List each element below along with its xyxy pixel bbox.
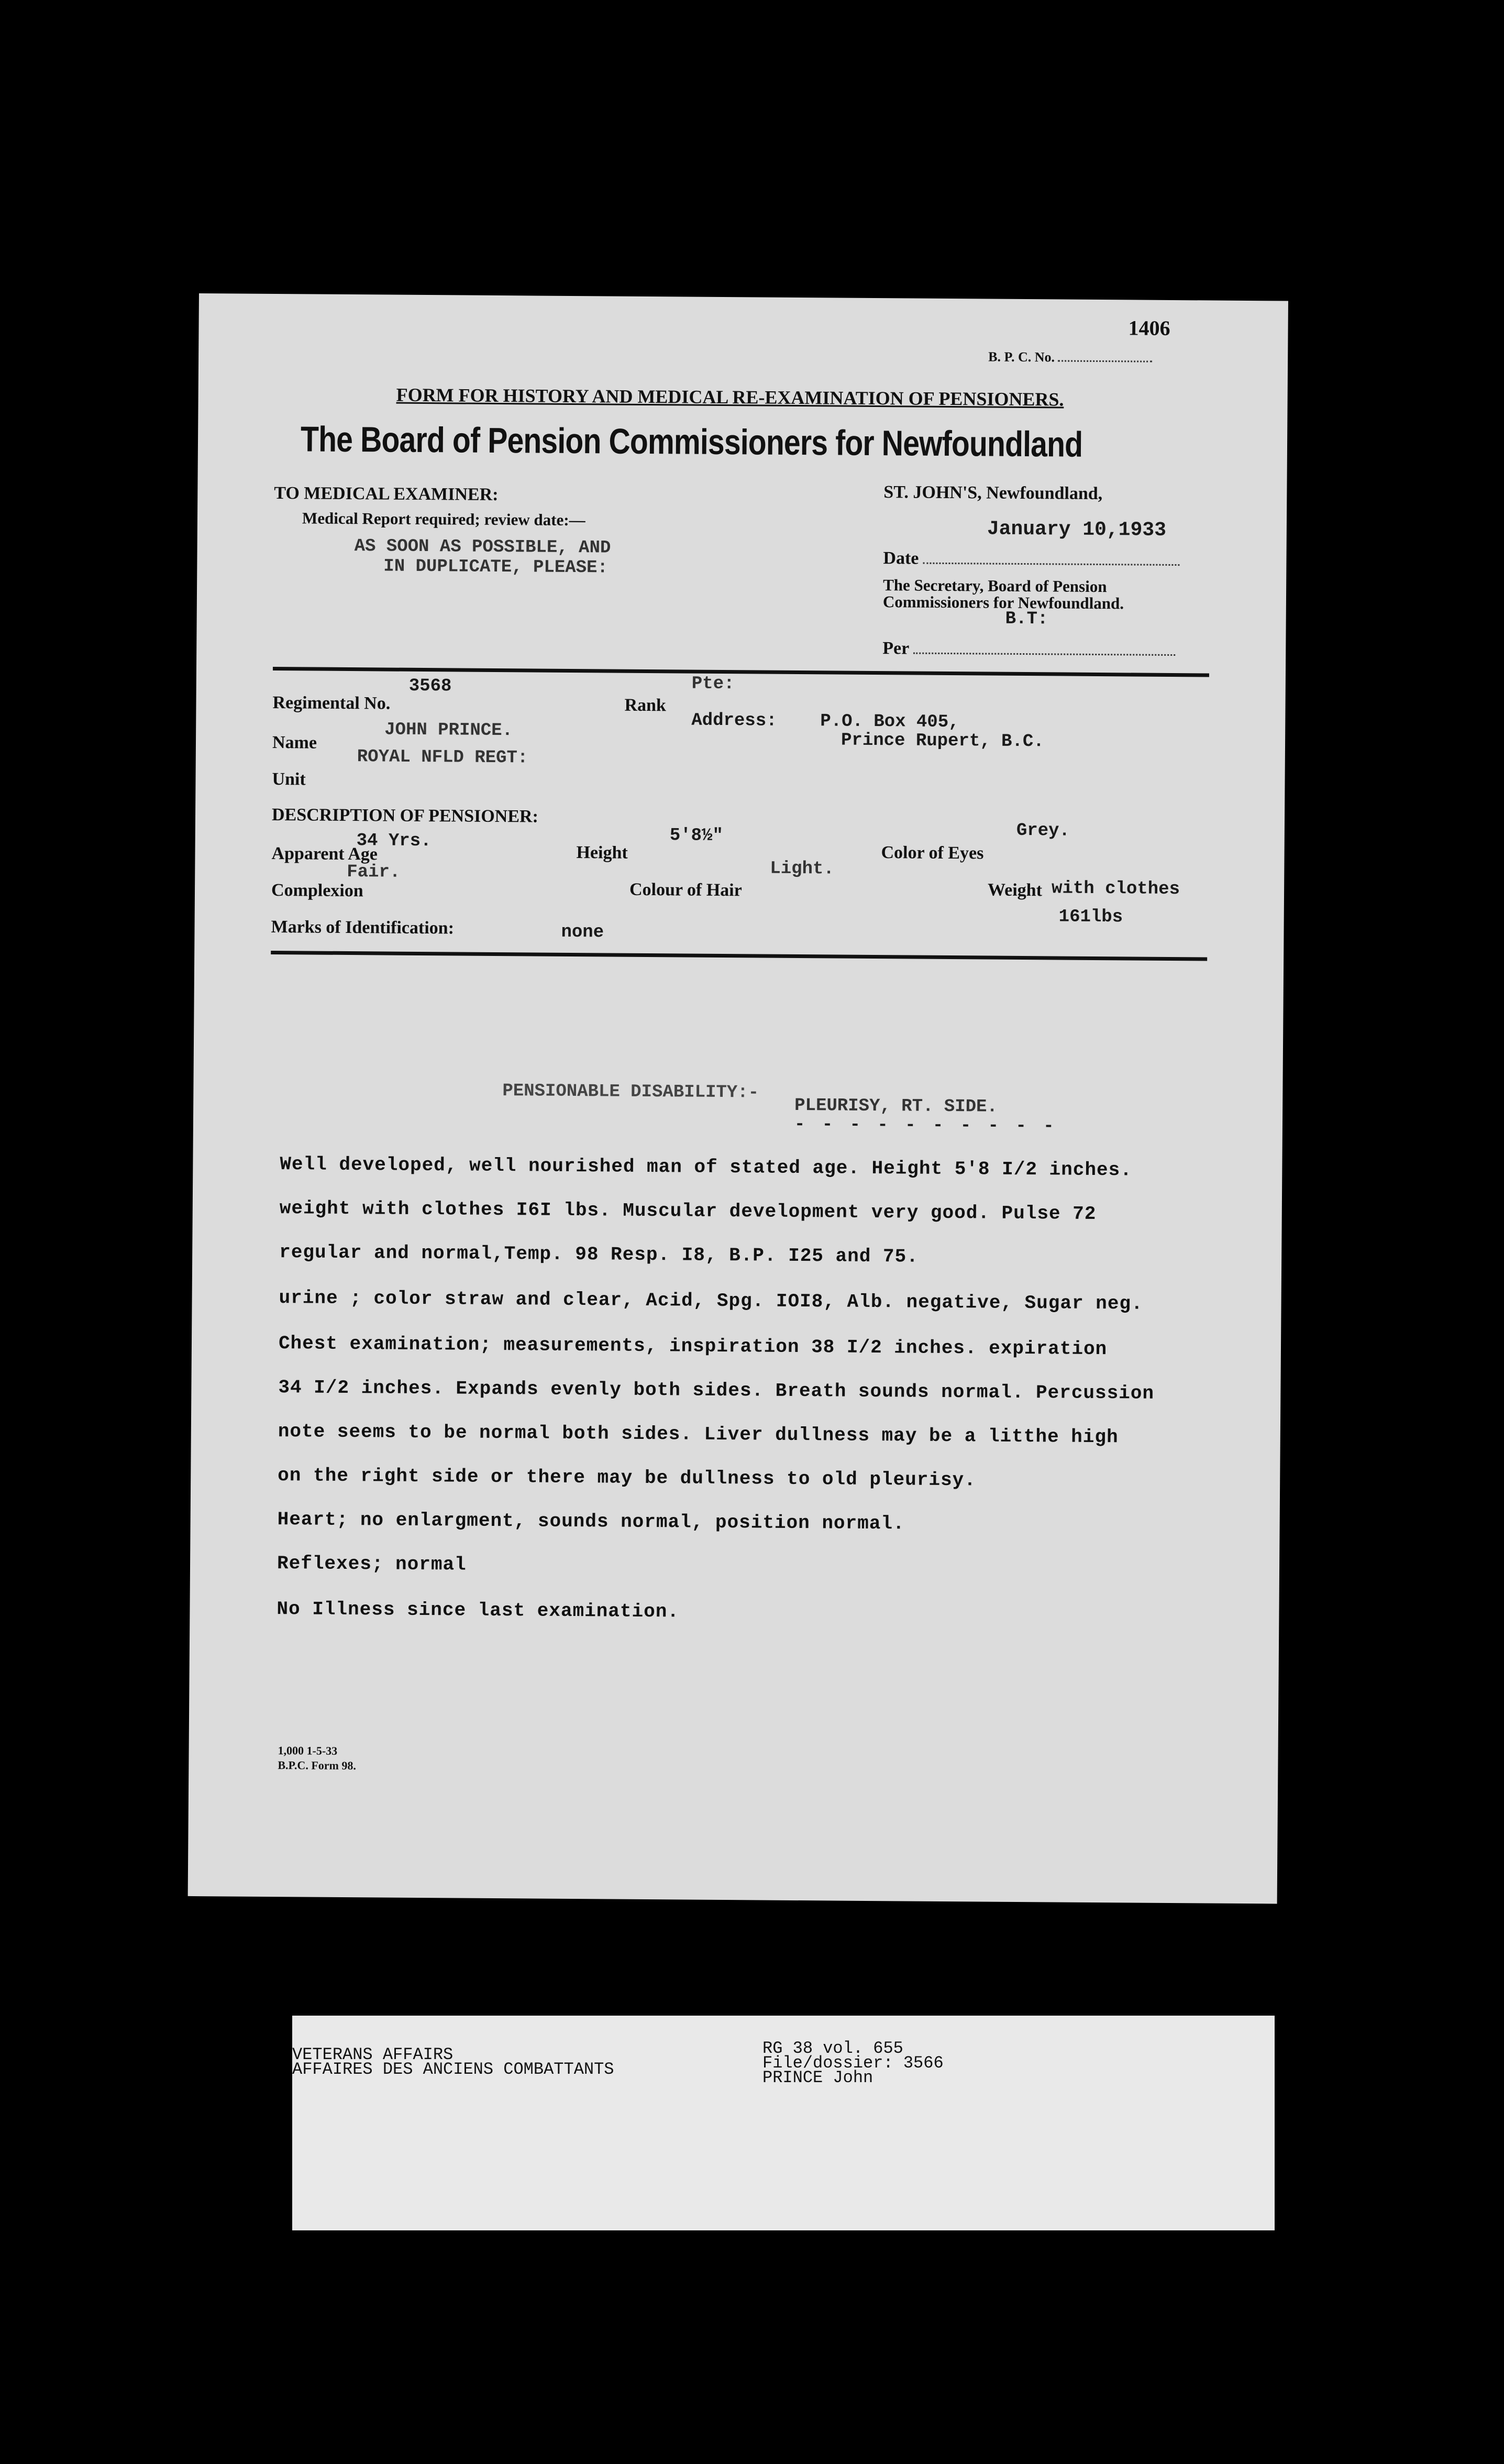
report-line: note seems to be normal both sides. Liver dullness may be a litthe high — [278, 1421, 1119, 1448]
age-value: 34 Yrs. — [356, 831, 432, 852]
review-typed-2: IN DUPLICATE, PLEASE: — [383, 556, 608, 578]
date-label: Date — [883, 548, 1180, 570]
report-body — [277, 1142, 1156, 1639]
unit-value: ROYAL NFLD REGT: — [357, 747, 528, 768]
disability-value: PLEURISY, RT. SIDE. — [794, 1095, 998, 1117]
report-line: No Illness since last examination. — [277, 1598, 680, 1623]
divider-bottom — [271, 951, 1207, 961]
report-line: Reflexes; normal — [277, 1553, 467, 1576]
weight-value-1: with clothes — [1051, 878, 1180, 900]
report-line: Heart; no enlargment, sounds normal, position normal. — [277, 1509, 905, 1535]
print-code-2: B.P.C. Form 98. — [278, 1758, 356, 1773]
complexion-value: Fair. — [347, 862, 401, 883]
report-line: on the right side or there may be dullness to old pleurisy. — [278, 1465, 976, 1491]
unit-label: Unit — [272, 769, 306, 789]
regimental-no-label: Regimental No. — [272, 693, 391, 713]
marks-label: Marks of Identification: — [271, 917, 455, 938]
name-label: Name — [272, 732, 317, 753]
archive-reference-card — [292, 2016, 1275, 2230]
review-typed-1: AS SOON AS POSSIBLE, AND — [354, 536, 611, 558]
date-value: January 10,1933 — [987, 518, 1167, 542]
print-code-1: 1,000 1-5-33 — [278, 1744, 338, 1757]
address-label: Address: — [691, 710, 777, 731]
hair-label: Colour of Hair — [629, 879, 742, 900]
weight-label: Weight — [987, 880, 1043, 900]
pension-form-document — [188, 293, 1288, 1904]
weight-value-2: 161lbs — [1058, 907, 1123, 928]
description-label: DESCRIPTION OF PENSIONER: — [271, 805, 538, 827]
eyes-value: Grey. — [1016, 820, 1070, 841]
divider-top — [273, 667, 1209, 677]
height-value: 5'8½" — [669, 826, 723, 846]
eyes-label: Color of Eyes — [881, 843, 984, 863]
per-label: Per — [882, 639, 1175, 661]
report-line: 34 I/2 inches. Expands evenly both sides. Breath sounds normal. Percussion — [278, 1377, 1155, 1404]
report-line: Chest examination; measurements, inspiration 38 I/2 inches. expiration — [278, 1333, 1108, 1360]
name-value: JOHN PRINCE. — [384, 720, 513, 741]
pensioner-name: PRINCE John — [762, 2068, 873, 2087]
secretary-line-2: Commissioners for Newfoundland. — [882, 592, 1124, 613]
complexion-label: Complexion — [271, 880, 363, 901]
report-line: urine ; color straw and clear, Acid, Spg. IOI8, Alb. negative, Sugar neg. — [279, 1287, 1143, 1315]
address-line-2: Prince Rupert, B.C. — [841, 730, 1044, 752]
report-line: regular and normal,Temp. 98 Resp. I8, B.P. I25 and 75. — [279, 1241, 919, 1268]
report-required-label: Medical Report required; review date:— — [302, 509, 585, 530]
dept-french: AFFAIRES DES ANCIENS COMBATTANTS — [292, 2060, 614, 2079]
rg-reference: RG 38 vol. 655 — [762, 2039, 903, 2058]
file-number: 1406 — [1128, 316, 1170, 340]
rank-value: Pte: — [691, 674, 735, 695]
height-label: Height — [576, 843, 628, 863]
disability-underline: - - - - - - - - - - — [794, 1114, 1057, 1137]
age-label: Apparent Age — [271, 843, 378, 864]
dept-english: VETERANS AFFAIRS — [292, 2045, 454, 2064]
city-label: ST. JOHN'S, Newfoundland, — [883, 482, 1103, 504]
bt-initials: B.T: — [1005, 609, 1048, 630]
hair-value: Light. — [770, 859, 834, 879]
marks-value: none — [561, 922, 604, 943]
disability-label: PENSIONABLE DISABILITY:- — [502, 1081, 759, 1103]
secretary-line-1: The Secretary, Board of Pension — [883, 576, 1107, 596]
report-line: Well developed, well nourished man of stated age. Height 5'8 I/2 inches. — [280, 1153, 1132, 1181]
regimental-no-value: 3568 — [408, 676, 452, 697]
page-title: The Board of Pension Commissioners for Newfoundland — [300, 419, 1083, 465]
address-line-1: P.O. Box 405, — [820, 711, 959, 733]
to-examiner-label: TO MEDICAL EXAMINER: — [274, 483, 499, 504]
form-heading: FORM FOR HISTORY AND MEDICAL RE-EXAMINATION OF PENSIONERS. — [396, 384, 1064, 410]
report-line: weight with clothes I6I lbs. Muscular development very good. Pulse 72 — [279, 1197, 1097, 1225]
bpc-no-label: B. P. C. No. — [988, 349, 1153, 366]
rank-label: Rank — [624, 695, 667, 716]
file-dossier: File/dossier: 3566 — [762, 2053, 944, 2073]
